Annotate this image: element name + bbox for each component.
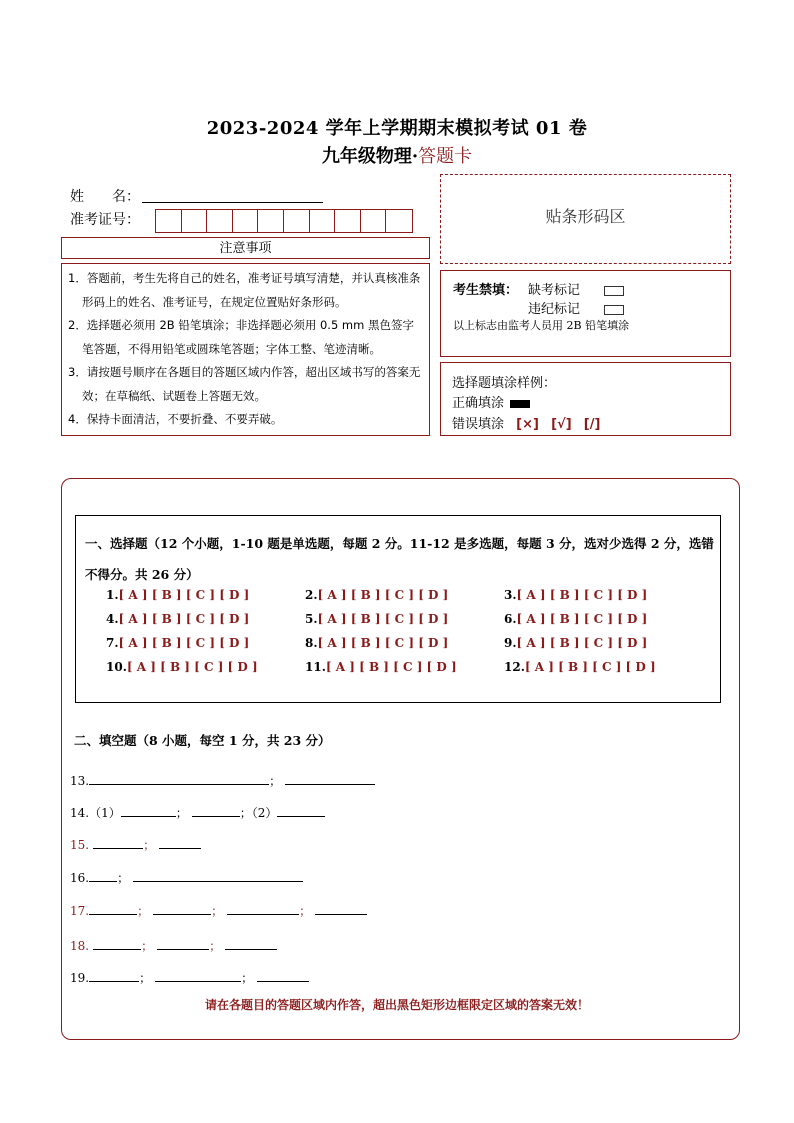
notice-heading: 注意事项 (61, 237, 430, 259)
blank-separator: ； (209, 939, 222, 953)
mc-options[interactable]: [ A ] [ B ] [ C ] [ D ] (118, 588, 250, 602)
q16-number: 16. (70, 871, 90, 885)
fill-q15 (70, 836, 201, 853)
mc-options[interactable]: [ A ] [ B ] [ C ] [ D ] (317, 588, 449, 602)
mc-question[interactable] (504, 586, 703, 605)
wrong-mark-check: [√] (551, 417, 572, 432)
forbid-label: 考生禁填： (453, 283, 519, 298)
mc-options[interactable]: [ A ] [ B ] [ C ] [ D ] (126, 660, 258, 674)
card-title-sub: 答题卡 (418, 146, 473, 167)
sample-wrong (452, 413, 600, 432)
mc-number: 2. (305, 588, 318, 602)
fill-q13 (70, 772, 375, 789)
wrong-mark-cross: [×] (516, 417, 539, 432)
answer-blank[interactable] (89, 969, 139, 982)
mc-question[interactable] (106, 610, 305, 629)
mc-number: 3. (504, 588, 517, 602)
absent-mark (528, 279, 624, 298)
absent-mark-label: 缺考标记 (528, 283, 581, 298)
q13-number: 13. (70, 774, 90, 788)
id-cell[interactable] (156, 210, 182, 232)
blank-separator: ； (117, 871, 130, 885)
notice-item: 2．选择题必须用 2B 铅笔填涂；非选择题必须用 0.5 mm 黑色签字笔答题，不得用铅笔或圆珠笔答题；字体工整、笔迹清晰。 (68, 318, 414, 356)
footer-warning: 请在各题目的答题区域内作答，超出黑色矩形边框限定区域的答案无效！ (204, 998, 589, 1012)
mc-number: 10. (106, 660, 127, 674)
mc-question[interactable] (305, 610, 504, 629)
q14-number: 14.（1） (70, 806, 121, 820)
mc-number: 4. (106, 612, 119, 626)
mc-options[interactable]: [ A ] [ B ] [ C ] [ D ] (118, 636, 250, 650)
blank-separator: ； (143, 838, 156, 852)
mc-options[interactable]: [ A ] [ B ] [ C ] [ D ] (516, 612, 648, 626)
invigilator-box (440, 270, 731, 357)
card-title (0, 142, 794, 168)
mc-grid (106, 586, 706, 677)
answer-blank[interactable] (89, 772, 269, 785)
mc-question[interactable] (305, 634, 504, 653)
q19-number: 19. (70, 971, 90, 985)
wrong-mark-slash: [/] (583, 417, 601, 432)
answer-blank[interactable] (227, 902, 299, 915)
answer-blank[interactable] (285, 772, 375, 785)
mc-question[interactable] (305, 658, 504, 677)
mc-options[interactable]: [ A ] [ B ] [ C ] [ D ] (118, 612, 250, 626)
answer-blank[interactable] (93, 937, 141, 950)
exam-title: 2023-2024 学年上学期期末模拟考试 01 卷 (206, 118, 588, 139)
fill-q19 (70, 969, 309, 986)
mc-question[interactable] (504, 610, 703, 629)
mc-question[interactable] (504, 634, 703, 653)
sample-correct (452, 392, 530, 411)
blank-separator: ； (141, 939, 154, 953)
fill-q18 (70, 937, 277, 954)
id-cell[interactable] (284, 210, 310, 232)
answer-blank[interactable] (153, 902, 211, 915)
violation-checkbox[interactable] (604, 305, 624, 315)
id-cell[interactable] (182, 210, 208, 232)
blank-separator: ； (175, 806, 188, 820)
answer-blank[interactable] (159, 836, 201, 849)
notice-item: 1．答题前，考生先将自己的姓名，准考证号填写清楚，并认真核准条形码上的姓名、准考证号，在规定位置贴好条形码。 (68, 271, 421, 309)
blank-separator: ； (211, 904, 224, 918)
name-field[interactable] (142, 186, 323, 203)
answer-blank[interactable] (89, 869, 117, 882)
id-label: 准考证号： (70, 212, 140, 228)
mc-number: 12. (504, 660, 525, 674)
fill-section-title: 二、填空题（8 小题，每空 1 分，共 23 分） (74, 733, 331, 748)
id-cell[interactable] (233, 210, 259, 232)
id-cell[interactable] (386, 210, 412, 232)
answer-blank[interactable] (157, 937, 209, 950)
mc-number: 11. (305, 660, 326, 674)
mc-options[interactable]: [ A ] [ B ] [ C ] [ D ] (325, 660, 457, 674)
blank-separator: ； (137, 904, 150, 918)
id-cell[interactable] (335, 210, 361, 232)
q18-number: 18. (70, 939, 90, 953)
fill-q17 (70, 902, 367, 919)
id-cell[interactable] (361, 210, 387, 232)
forbid-note: 以上标志由监考人员用 2B 铅笔填涂 (453, 319, 630, 332)
mc-options[interactable]: [ A ] [ B ] [ C ] [ D ] (516, 636, 648, 650)
notice-body (61, 263, 430, 436)
blank-separator: ； (241, 971, 254, 985)
mc-number: 6. (504, 612, 517, 626)
mc-question[interactable] (106, 658, 305, 677)
card-title-sep: · (411, 146, 419, 167)
mc-question[interactable] (106, 586, 305, 605)
fill-sample-box (440, 362, 731, 436)
notice-item: 3．请按题号顺序在各题目的答题区域内作答，超出区域书写的答案无效；在草稿纸、试题卷上答题无效。 (68, 365, 421, 403)
blank-separator: ； (299, 904, 312, 918)
answer-blank[interactable] (93, 836, 143, 849)
blank-separator: ； (269, 774, 282, 788)
barcode-area: 贴条形码区 (440, 174, 731, 264)
id-cell[interactable] (207, 210, 233, 232)
blank-separator: ； (239, 806, 252, 820)
q14-part2: （2） (251, 806, 278, 820)
notice-item: 4．保持卡面清洁，不要折叠、不要弄破。 (68, 412, 283, 426)
sample-correct-label: 正确填涂 (452, 396, 505, 411)
mc-number: 7. (106, 636, 119, 650)
mc-number: 9. (504, 636, 517, 650)
id-cell[interactable] (310, 210, 336, 232)
q15-number: 15. (70, 838, 90, 852)
blank-separator: ； (139, 971, 152, 985)
q17-number: 17. (70, 904, 90, 918)
mc-number: 1. (106, 588, 119, 602)
violation-mark (528, 298, 624, 317)
violation-mark-label: 违纪标记 (528, 302, 581, 317)
name-label: 姓 名： (70, 189, 140, 205)
answer-blank[interactable] (257, 969, 309, 982)
answer-blank[interactable] (277, 804, 325, 817)
absent-checkbox[interactable] (604, 286, 624, 296)
mc-options[interactable]: [ A ] [ B ] [ C ] [ D ] (317, 612, 449, 626)
id-grid[interactable] (155, 209, 413, 233)
mc-options[interactable]: [ A ] [ B ] [ C ] [ D ] (524, 660, 656, 674)
mc-question[interactable] (106, 634, 305, 653)
mc-options[interactable]: [ A ] [ B ] [ C ] [ D ] (317, 636, 449, 650)
card-title-main: 九年级物理 (321, 146, 412, 167)
filled-mark-icon (510, 400, 530, 408)
sample-wrong-label: 错误填涂 (452, 417, 505, 432)
mc-question[interactable] (305, 586, 504, 605)
answer-blank[interactable] (315, 902, 367, 915)
id-cell[interactable] (258, 210, 284, 232)
answer-blank[interactable] (192, 804, 240, 817)
mc-number: 8. (305, 636, 318, 650)
answer-blank[interactable] (89, 902, 137, 915)
fill-q14 (70, 804, 325, 821)
mc-options[interactable]: [ A ] [ B ] [ C ] [ D ] (516, 588, 648, 602)
mc-question[interactable] (504, 658, 703, 677)
sample-title: 选择题填涂样例： (452, 376, 557, 391)
answer-blank[interactable] (155, 969, 241, 982)
mc-section-title: 一、选择题（12 个小题，1-10 题是单选题，每题 2 分。11-12 是多选题，每题 3 分，选对少选得 2 分，选错不得分。共 26 分） (85, 536, 714, 582)
answer-blank[interactable] (121, 804, 176, 817)
answer-blank[interactable] (133, 869, 303, 882)
mc-number: 5. (305, 612, 318, 626)
fill-q16 (70, 869, 303, 886)
answer-blank[interactable] (225, 937, 277, 950)
